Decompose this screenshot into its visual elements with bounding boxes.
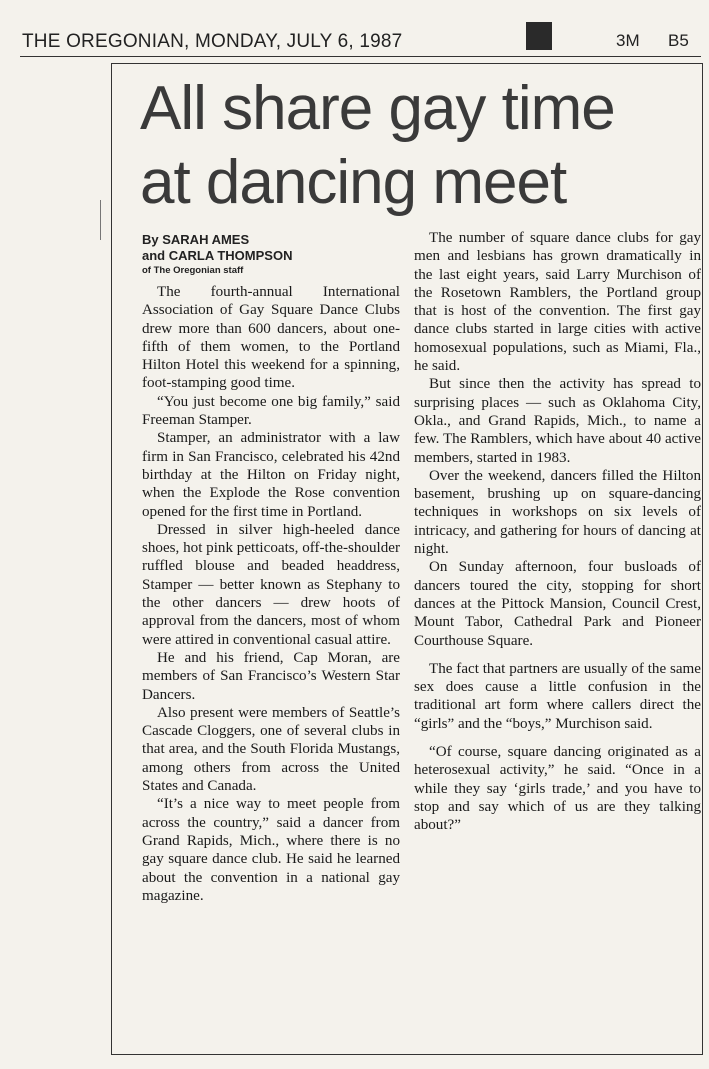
article-column-left	[142, 283, 400, 905]
byline-author-2: and CARLA THOMPSON	[142, 248, 293, 263]
paragraph: Also present were members of Seattle’s Cascade Cloggers, one of several clubs in that area, and the South Florida Mustangs, among others from across the United States and Canada.	[142, 704, 400, 795]
byline-author-1: By SARAH AMES	[142, 232, 250, 247]
byline	[142, 232, 402, 277]
edition-label: 3M	[616, 31, 640, 50]
masthead-title-date: THE OREGONIAN, MONDAY, JULY 6, 1987	[22, 31, 403, 52]
paragraph: On Sunday afternoon, four busloads of dancers toured the city, stopping for short dances at the Pittock Mansion, Council Crest, Mount Tabor, Cathedral Park and Pioneer Courthouse Square.	[414, 559, 701, 649]
paragraph: “It’s a nice way to meet people from across the country,” said a dancer from Grand Rapids, Mich., where there is no gay square dance club. He said he learned about the convention in a national gay magazine.	[142, 796, 400, 904]
paragraph: Stamper, an administrator with a law firm in San Francisco, celebrated his 42nd birthday at the Hilton on Friday night, when the Explode the Rose convention opened for the first time in Portland.	[142, 430, 400, 520]
registration-mark-icon	[526, 22, 552, 50]
margin-mark	[100, 200, 101, 240]
paragraph: The number of square dance clubs for gay men and lesbians has grown dramatically in the last eight years, said Larry Murchison of the Rosetown Ramblers, the Portland group that is host of the convention. The first gay dance clubs started in large cities with active homosexual populations, such as Miami, Fla., he said.	[414, 230, 701, 375]
headline-line-2: at dancing meet	[140, 148, 567, 217]
paragraph: “Of course, square dancing originated as a heterosexual activity,” he said. “Once in a while they say ‘girls trade,’ and you have to stop and say which of us are they talking about?”	[414, 744, 701, 834]
paragraph: The fact that partners are usually of the same sex does cause a little confusion in the traditional art form where callers direct the “girls” and the “boys,” Murchison said.	[414, 660, 701, 732]
byline-staff: of The Oregonian staff	[142, 265, 244, 276]
paragraph: Over the weekend, dancers filled the Hilton basement, brushing up on square-dancing techniques in workshops on six levels of intricacy, and gathering for hours of dancing at night.	[414, 467, 701, 558]
paragraph: But since then the activity has spread to surprising places — such as Oklahoma City, Okla., and Grand Rapids, Mich., to name a few. The Ramblers, which have about 40 active members, started in 1983.	[414, 376, 701, 466]
headline	[140, 72, 700, 220]
headline-line-1: All share gay time	[140, 74, 615, 143]
paragraph: He and his friend, Cap Moran, are members of San Francisco’s Western Star Dancers.	[142, 649, 400, 703]
masthead	[0, 0, 709, 56]
page-number: B5	[668, 31, 689, 50]
article-column-right	[414, 229, 701, 835]
paragraph: The fourth-annual International Association of Gay Square Dance Clubs drew more than 600 dancers, about one-fifth of them women, to the Portland Hilton Hotel this weekend for a spinning, foot-stamping good time.	[142, 284, 400, 392]
header-divider	[20, 56, 701, 57]
paragraph: “You just become one big family,” said Freeman Stamper.	[142, 393, 400, 429]
paragraph: Dressed in silver high-heeled dance shoes, hot pink petticoats, off-the-shoulder ruffled blouse and beaded headdress, Stamper — better known as Stephany to the other dancers — drew hoots of approval from the dancers, most of whom were attired in conventional casual attire.	[142, 521, 400, 648]
